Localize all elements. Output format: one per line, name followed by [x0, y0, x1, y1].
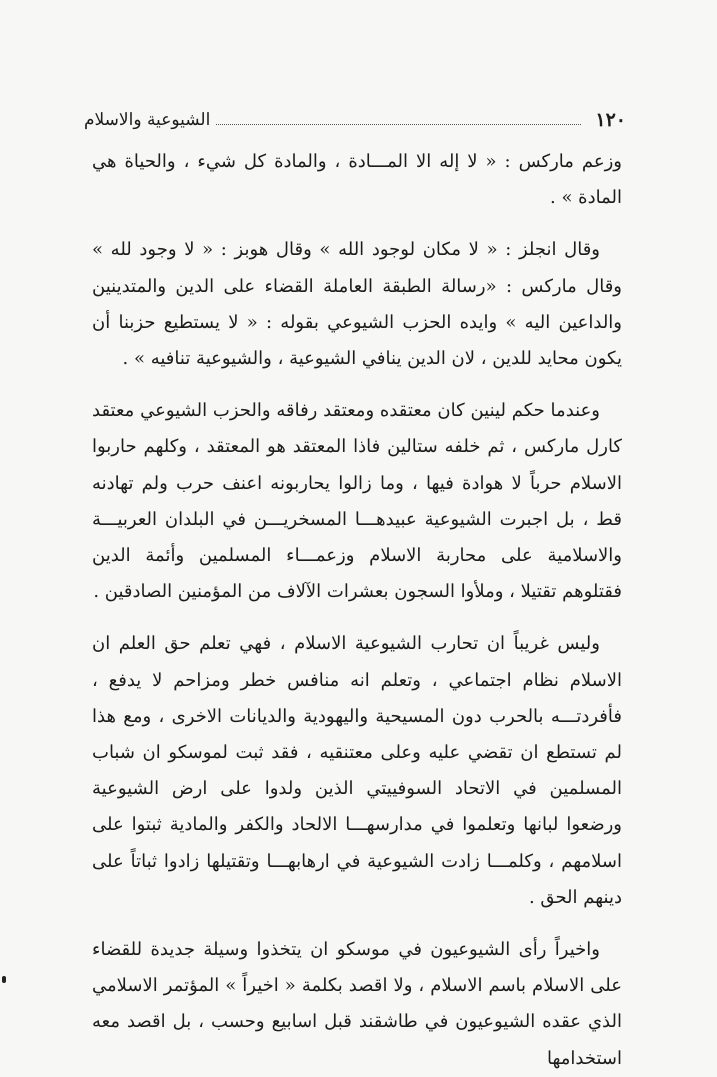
page-number: ١٢٠ — [595, 109, 626, 131]
paragraph: وعندما حكم لينين كان معتقده ومعتقد رفاقه والحزب الشيوعي معتقد كارل ماركس ، ثم خلفه ستالين فاذا المعتقد هو المعتقد ، وكلهم حاربوا الاسلام حرباً لا هوادة فيها ، وما زالوا يحاربونه اعنف حرب ولم تهادنه قط ، بل اجبرت الشيوعية عبيدهـــا المسخريـــن في البلدان العربيـــة والاسلامية على محاربة الاسلام وزعمـــاء المسلمين وأئمة الدين فقتلوهم تقتيلا ، وملأوا السجون بعشرات الآلاف من المؤمنين الصادقين . — [92, 400, 622, 603]
page-header — [84, 106, 626, 134]
paragraph: وليس غريباً ان تحارب الشيوعية الاسلام ، فهي تعلم حق العلم ان الاسلام نظام اجتماعي ، وتعلم انه منافس خطر ومزاحم لا يدفع ، فأفردتـــه بالحرب دون المسيحية واليهودية والديانات الاخرى ، ومع هذا لم تستطع ان تقضي عليه وعلى معتنقيه ، فقد ثبت لموسكو ان شباب المسلمين في الاتحاد السوفييتي الذين ولدوا على ارض الشيوعية ورضعوا لبانها وتعلموا في مدارسهـــا الالحاد والكفر والمادية ثبتوا على اسلامهم ، وكلمـــا زادت الشيوعية في ارهابهـــا وتقتيلها زادوا ثباتاً على دينهم الحق . — [92, 633, 622, 908]
paragraph: واخيراً رأى الشيوعيون في موسكو ان يتخذوا وسيلة جديدة للقضاء على الاسلام باسم الاسلام ، ولا اقصد بكلمة « اخيراً » المؤتمر الاسلامي الذي عقده الشيوعيون في طاشقند قبل اسابيع وحسب ، بل اقصد معه استخدامها — [92, 939, 622, 1069]
running-title: الشيوعية والاسلام — [84, 110, 211, 130]
body-text — [92, 144, 622, 1077]
header-dotted-rule — [216, 124, 581, 125]
paragraph: وقال انجلز : « لا مكان لوجود الله » وقال هوبز : « لا وجود لله » وقال ماركس : «رسالة الطبقة العاملة القضاء على الدين والمتدينين والداعين اليه » وايده الحزب الشيوعي بقوله : « لا يستطيع حزبنا أن يكون محايد للدين ، لان الدين ينافي الشيوعية ، والشيوعية تنافيه » . — [92, 239, 622, 370]
paragraph: وزعم ماركس : « لا إله الا المـــادة ، والمادة كل شيء ، والحياة هي المادة » . — [92, 151, 622, 209]
scan-edge-mark — [2, 976, 6, 983]
